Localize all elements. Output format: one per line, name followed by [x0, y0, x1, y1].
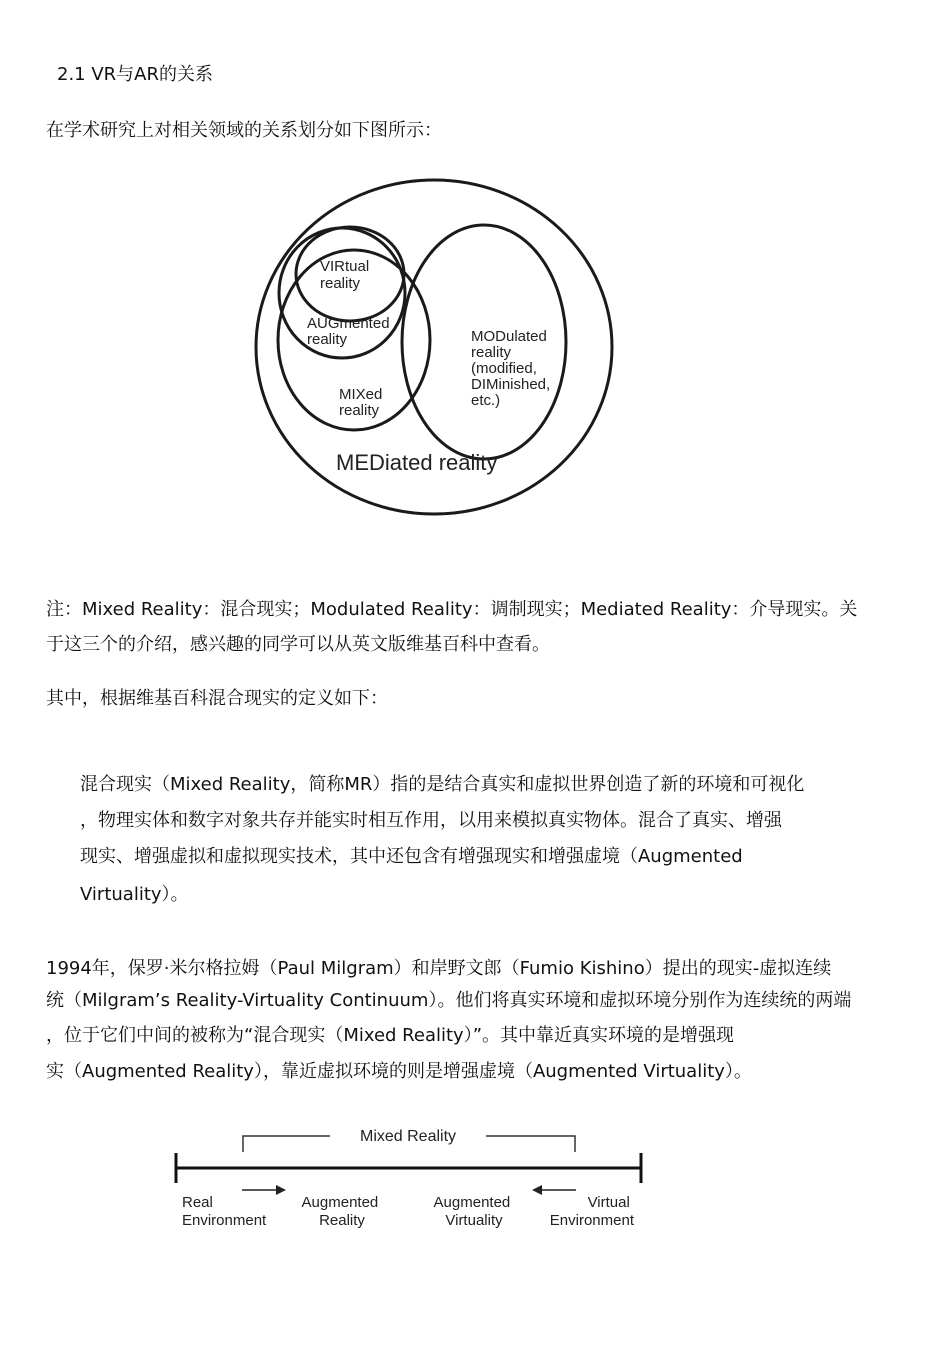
reality-virtuality-continuum-diagram — [170, 1120, 650, 1235]
virtual-reality-label: VIRtual reality — [320, 258, 370, 292]
arrow-left-icon — [532, 1185, 542, 1195]
intro-text: 在学术研究上对相关领域的关系划分如下图所示： — [46, 120, 442, 141]
note-line-1: 注：Mixed Reality：混合现实；Modulated Reality：调制现实；Mediated Reality：介导现实。关 — [46, 599, 858, 620]
mediated-reality-venn-diagram — [250, 175, 620, 520]
augmented-reality-label: AUGmented reality — [307, 315, 390, 348]
modulated-reality-label: MODulated reality (modified, DIMinished, etc.) — [471, 328, 551, 409]
paragraph-line-1: 1994年，保罗·米尔格拉姆（Paul Milgram）和岸野文郎（Fumio Kishino）提出的现实-虚拟连续 — [46, 958, 832, 979]
paragraph-line-2: 统（Milgram’s Reality-Virtuality Continuum）。他们将真实环境和虚拟环境分别作为连续统的两端 — [46, 990, 852, 1011]
arrow-right-icon — [276, 1185, 286, 1195]
mediated-reality-label: MEDiated reality — [336, 450, 498, 475]
quote-line-3: 现实、增强虚拟和虚拟现实技术，其中还包含有增强现实和增强虚境（Augmented — [80, 846, 743, 867]
quote-line-2: ，物理实体和数字对象共存并能实时相互作用，以用来模拟真实物体。混合了真实、增强 — [80, 810, 782, 831]
augmented-virtuality-axis-label: Augmented Virtuality — [433, 1194, 511, 1229]
definition-lead: 其中，根据维基百科混合现实的定义如下： — [46, 688, 388, 709]
paragraph-line-3: ，位于它们中间的被称为“混合现实（Mixed Reality）”。其中靠近真实环境的是增强现 — [46, 1025, 735, 1046]
note-line-2: 于这三个的介绍，感兴趣的同学可以从英文版维基百科中查看。 — [46, 634, 550, 655]
quote-line-1: 混合现实（Mixed Reality，简称MR）指的是结合真实和虚拟世界创造了新的环境和可视化 — [80, 774, 805, 795]
section-heading: 2.1 VR与AR的关系 — [57, 64, 213, 85]
paragraph-line-4: 实（Augmented Reality），靠近虚拟环境的则是增强虚境（Augmented Virtuality）。 — [46, 1061, 752, 1082]
mixed-reality-label: MIXed reality — [339, 386, 383, 419]
real-environment-label: Real Environment — [182, 1194, 267, 1229]
mixed-reality-bracket-label: Mixed Reality — [359, 1128, 457, 1145]
quote-line-4: Virtuality）。 — [80, 884, 189, 905]
augmented-reality-axis-label: Augmented Reality — [301, 1194, 379, 1229]
virtual-environment-label: Virtual Environment — [549, 1194, 634, 1229]
